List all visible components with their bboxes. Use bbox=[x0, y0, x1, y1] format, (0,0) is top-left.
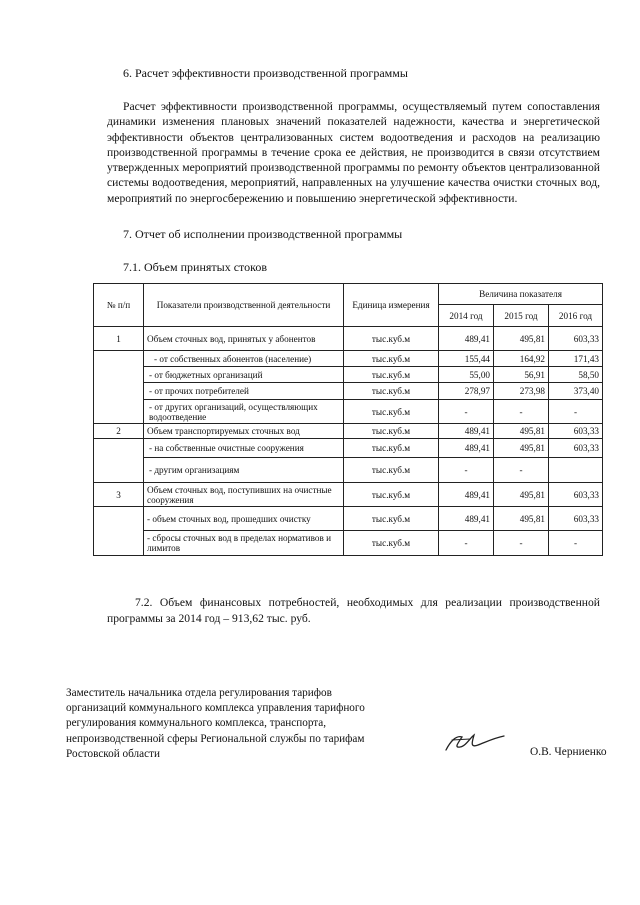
row-value-2015: - bbox=[494, 400, 549, 424]
signature-title-line: Ростовской области bbox=[66, 747, 160, 760]
row-value-2016: 603,33 bbox=[549, 424, 603, 439]
section-7-2-text: 7.2. Объем финансовых потребностей, необходимых для реализации производственной программы за 2014 год – 913,62 тыс. руб. bbox=[107, 596, 600, 625]
section-7-1-heading: 7.1. Объем принятых стоков bbox=[123, 260, 267, 274]
row-indicator: - от бюджетных организаций bbox=[144, 367, 344, 383]
row-unit: тыс.куб.м bbox=[344, 424, 439, 439]
row-value-2014: 489,41 bbox=[439, 439, 494, 458]
table-row bbox=[94, 483, 603, 507]
row-indicator: - на собственные очистные сооружения bbox=[144, 439, 344, 458]
row-value-2014: 489,41 bbox=[439, 424, 494, 439]
col-header-number: № п/п bbox=[94, 284, 144, 327]
sewage-volume-table bbox=[93, 283, 603, 556]
row-value-2014: - bbox=[439, 531, 494, 556]
signature-title-line: регулирования коммунального комплекса, транспорта, bbox=[66, 717, 327, 730]
row-number: 2 bbox=[94, 424, 144, 439]
row-value-2014: - bbox=[439, 458, 494, 483]
row-value-2016 bbox=[549, 458, 603, 483]
row-unit: тыс.куб.м bbox=[344, 439, 439, 458]
row-indicator: - объем сточных вод, прошедших очистку bbox=[144, 507, 344, 531]
row-indicator: - от других организаций, осуществляющих водоотведение bbox=[144, 400, 344, 424]
row-unit: тыс.куб.м bbox=[344, 327, 439, 351]
row-indicator: - другим организациям bbox=[144, 458, 344, 483]
row-value-2014: 155,44 bbox=[439, 351, 494, 367]
signature-title-line: непроизводственной сферы Региональной службы по тарифам bbox=[66, 732, 365, 745]
row-value-2015: 495,81 bbox=[494, 327, 549, 351]
row-value-2015: - bbox=[494, 531, 549, 556]
row-value-2014: 55,00 bbox=[439, 367, 494, 383]
table-row bbox=[94, 531, 603, 556]
table-row bbox=[94, 400, 603, 424]
row-value-2015: 495,81 bbox=[494, 424, 549, 439]
row-indicator: - сбросы сточных вод в пределах нормативов и лимитов bbox=[144, 531, 344, 556]
table-row bbox=[94, 383, 603, 400]
row-value-2016: 603,33 bbox=[549, 439, 603, 458]
row-unit: тыс.куб.м bbox=[344, 507, 439, 531]
signature-title-line: Заместитель начальника отдела регулирования тарифов bbox=[66, 687, 332, 699]
row-number bbox=[94, 351, 144, 424]
row-value-2016: 58,50 bbox=[549, 367, 603, 383]
row-unit: тыс.куб.м bbox=[344, 483, 439, 507]
row-number: 3 bbox=[94, 483, 144, 507]
row-value-2016: 171,43 bbox=[549, 351, 603, 367]
col-header-indicator: Показатели производственной деятельности bbox=[144, 284, 344, 327]
row-value-2015: 273,98 bbox=[494, 383, 549, 400]
col-header-values: Величина показателя bbox=[439, 284, 603, 305]
row-unit: тыс.куб.м bbox=[344, 383, 439, 400]
section-6-heading: 6. Расчет эффективности производственной программы bbox=[123, 66, 408, 80]
col-header-year: 2014 год bbox=[439, 305, 494, 327]
row-unit: тыс.куб.м bbox=[344, 531, 439, 556]
table-row bbox=[94, 327, 603, 351]
row-value-2016: 603,33 bbox=[549, 327, 603, 351]
handwritten-signature bbox=[440, 726, 510, 758]
signature-title-line: организаций коммунального комплекса управления тарифного bbox=[66, 702, 365, 715]
row-unit: тыс.куб.м bbox=[344, 367, 439, 383]
col-header-year: 2015 год bbox=[494, 305, 549, 327]
table-row bbox=[94, 367, 603, 383]
row-value-2016: 603,33 bbox=[549, 507, 603, 531]
row-indicator: - от собственных абонентов (население) bbox=[144, 351, 344, 367]
row-value-2015: 495,81 bbox=[494, 439, 549, 458]
row-value-2015: - bbox=[494, 458, 549, 483]
row-value-2015: 495,81 bbox=[494, 483, 549, 507]
row-number: 1 bbox=[94, 327, 144, 351]
row-indicator: Объем сточных вод, принятых у абонентов bbox=[144, 327, 344, 351]
row-value-2015: 164,92 bbox=[494, 351, 549, 367]
row-value-2016: - bbox=[549, 400, 603, 424]
table-row bbox=[94, 507, 603, 531]
row-indicator: - от прочих потребителей bbox=[144, 383, 344, 400]
row-value-2014: 489,41 bbox=[439, 483, 494, 507]
table-row bbox=[94, 351, 603, 367]
signature-block bbox=[66, 686, 365, 762]
row-unit: тыс.куб.м bbox=[344, 400, 439, 424]
row-value-2016: 373,40 bbox=[549, 383, 603, 400]
row-value-2016: - bbox=[549, 531, 603, 556]
table-row bbox=[94, 424, 603, 439]
row-value-2015: 495,81 bbox=[494, 507, 549, 531]
row-unit: тыс.куб.м bbox=[344, 351, 439, 367]
section-7-heading: 7. Отчет об исполнении производственной программы bbox=[123, 227, 403, 241]
signer-name: О.В. Черниенко bbox=[530, 746, 607, 758]
row-value-2015: 56,91 bbox=[494, 367, 549, 383]
section-6-paragraph: Расчет эффективности производственной программы, осуществляемый путем сопоставления динамики изменения плановых значений показателей надежности, качества и энергетической эффективности объектов централизованных систем водоотведения и расходов на реализацию производственной программы в течение срока ее действия, не производится в связи отсутствием утвержденных мероприятий производственной программы по ремонту объектов централизованной системы водоотведения, мероприятий, направленных на улучшение качества очистки сточных вод, мероприятий по энергосбережению и повышению энергетической эффективности. bbox=[107, 100, 600, 205]
row-value-2014: - bbox=[439, 400, 494, 424]
row-number bbox=[94, 507, 144, 556]
row-indicator: Объем сточных вод, поступивших на очистные сооружения bbox=[144, 483, 344, 507]
row-number bbox=[94, 439, 144, 483]
row-value-2014: 489,41 bbox=[439, 507, 494, 531]
row-unit: тыс.куб.м bbox=[344, 458, 439, 483]
row-value-2014: 278,97 bbox=[439, 383, 494, 400]
table-row bbox=[94, 458, 603, 483]
row-value-2014: 489,41 bbox=[439, 327, 494, 351]
col-header-unit: Единица измерения bbox=[344, 284, 439, 327]
col-header-year: 2016 год bbox=[549, 305, 603, 327]
row-indicator: Объем транспортируемых сточных вод bbox=[144, 424, 344, 439]
row-value-2016: 603,33 bbox=[549, 483, 603, 507]
table-row bbox=[94, 439, 603, 458]
